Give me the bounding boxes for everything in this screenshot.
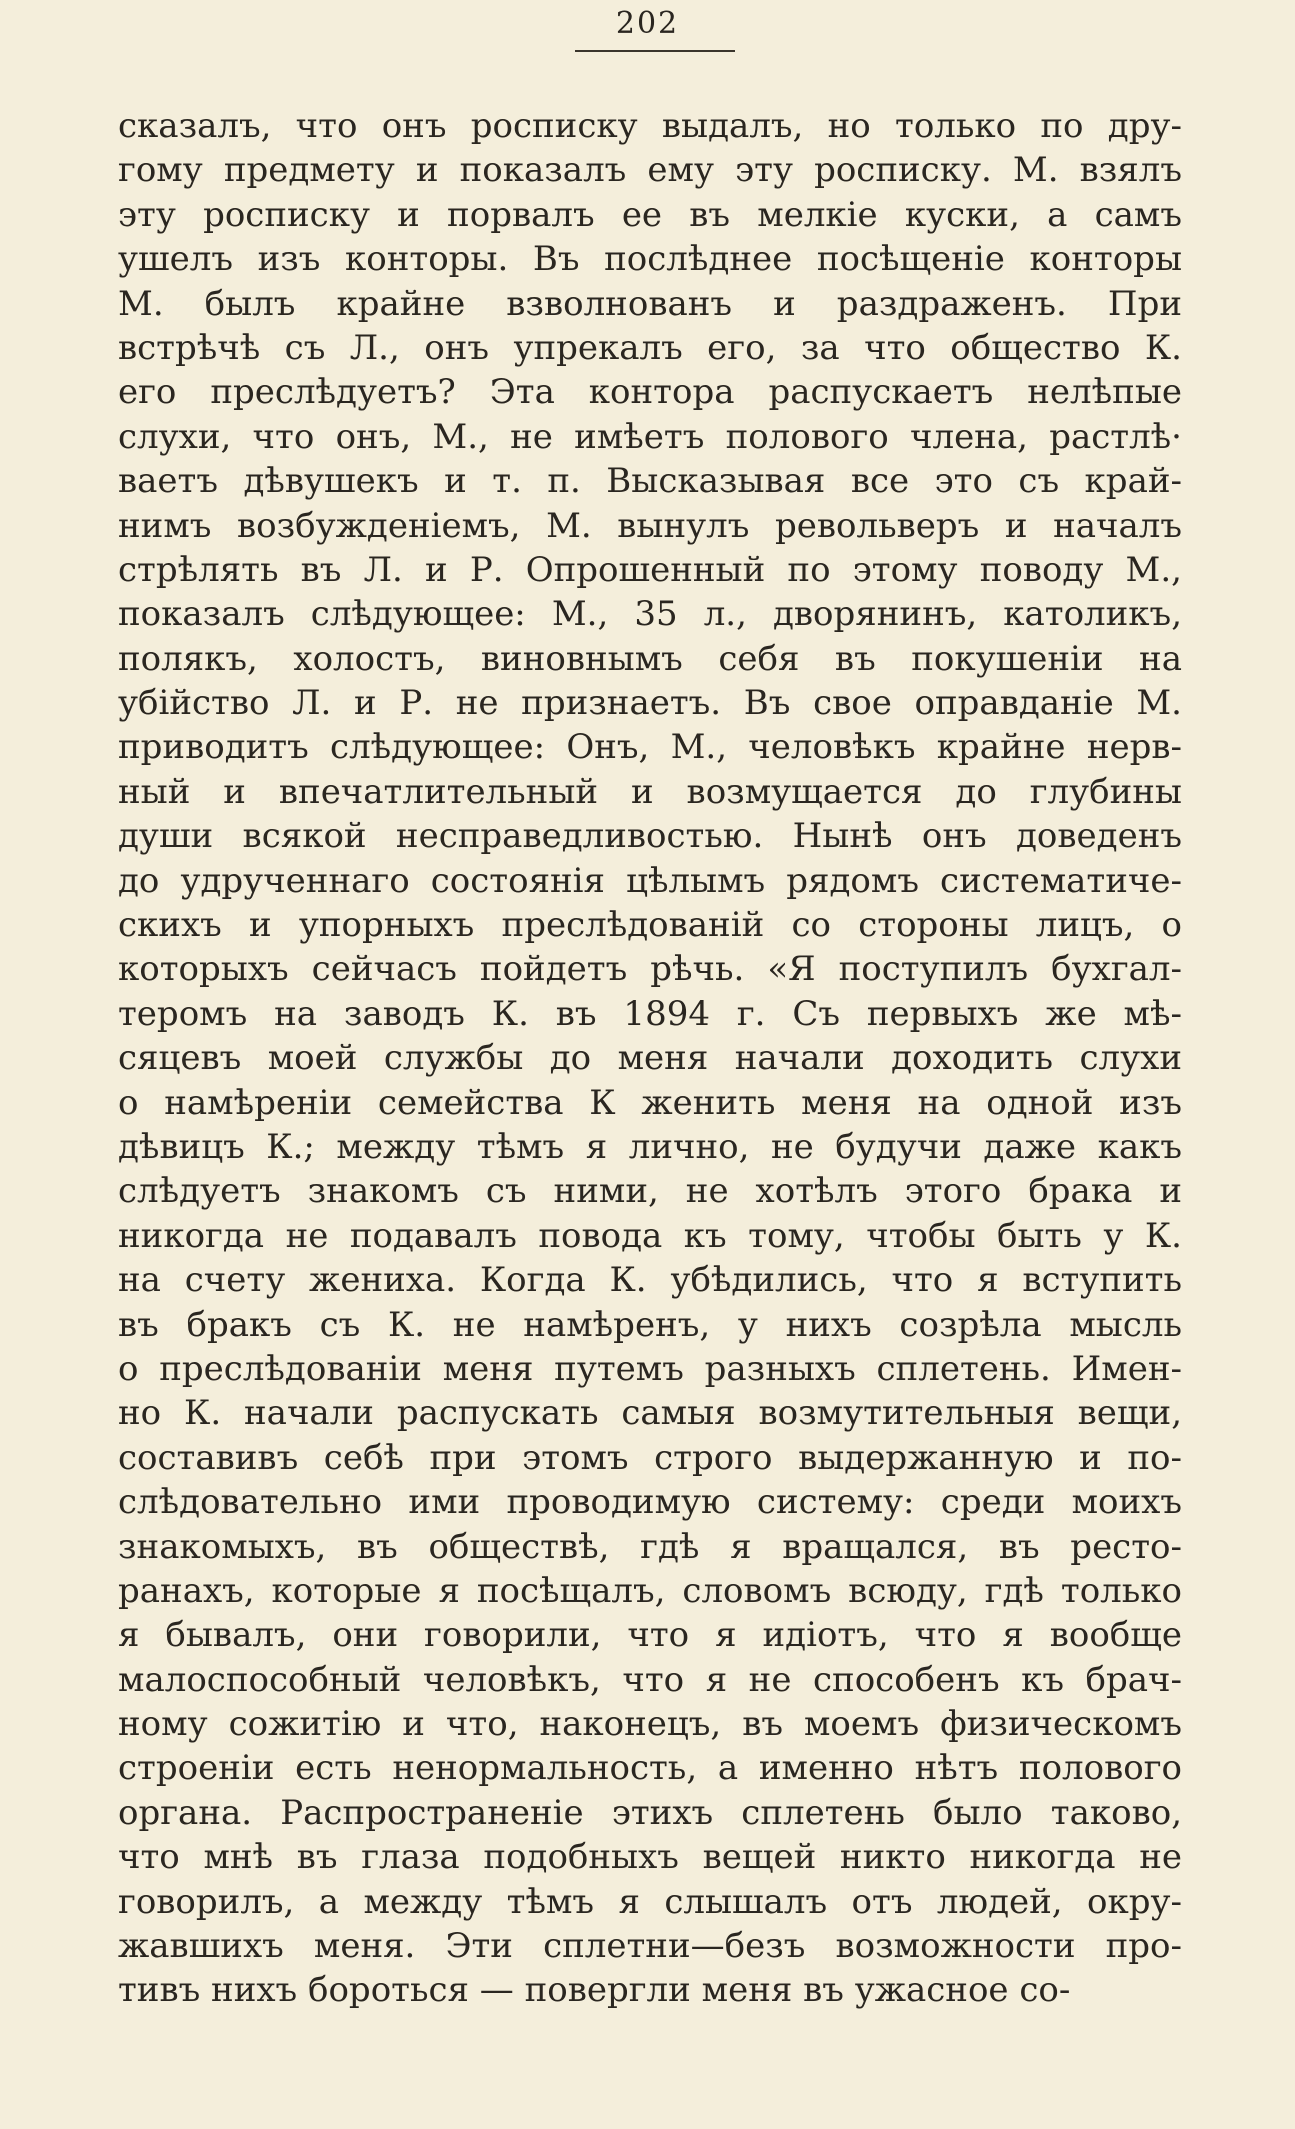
body-text	[118, 104, 1182, 2013]
text-line: жавшихъ меня. Эти сплетни—безъ возможности про-	[118, 1926, 1182, 1967]
text-line: встрѣчѣ съ Л., онъ упрекалъ его, за что общество К.	[118, 327, 1182, 368]
text-line: нимъ возбужденiемъ, М. вынулъ револьверъ и началъ	[118, 505, 1182, 546]
text-line: на счету жениха. Когда К. убѣдились, что я вступить	[118, 1260, 1182, 1301]
text-line: ваетъ дѣвушекъ и т. п. Высказывая все это съ край-	[118, 461, 1182, 502]
text-line: которыхъ сейчасъ пойдетъ рѣчь. «Я поступилъ бухгал-	[118, 949, 1182, 990]
text-line: я бывалъ, они говорили, что я идiотъ, что я вообще	[118, 1615, 1182, 1656]
text-line: малоспособный человѣкъ, что я не способенъ къ брач-	[118, 1659, 1182, 1700]
text-line: души всякой несправедливостью. Нынѣ онъ доведенъ	[118, 816, 1182, 857]
text-line: скихъ и упорныхъ преслѣдованiй со стороны лицъ, о	[118, 905, 1182, 946]
text-line: ушелъ изъ конторы. Въ послѣднее посѣщенiе конторы	[118, 239, 1182, 280]
text-line: о преслѣдованiи меня путемъ разныхъ сплетень. Имен-	[118, 1348, 1182, 1389]
text-line: органа. Распространенiе этихъ сплетень было таково,	[118, 1792, 1182, 1833]
text-line: эту росписку и порвалъ ее въ мелкiе куски, а самъ	[118, 194, 1182, 235]
text-line: но К. начали распускать самыя возмутительныя вещи,	[118, 1393, 1182, 1434]
text-line: дѣвицъ К.; между тѣмъ я лично, не будучи даже какъ	[118, 1126, 1182, 1167]
text-line: слѣдуетъ знакомъ съ ними, не хотѣлъ этого брака и	[118, 1171, 1182, 1212]
text-line: приводитъ слѣдующее: Онъ, М., человѣкъ крайне нерв-	[118, 727, 1182, 768]
text-line: знакомыхъ, въ обществѣ, гдѣ я вращался, въ ресто-	[118, 1526, 1182, 1567]
text-line: теромъ на заводъ К. въ 1894 г. Съ первыхъ же мѣ-	[118, 993, 1182, 1034]
page-number: 202	[615, 6, 680, 41]
page-header	[0, 0, 1295, 70]
text-line: до удрученнаго состоянiя цѣлымъ рядомъ систематиче-	[118, 860, 1182, 901]
header-rule	[575, 50, 735, 52]
text-line: ранахъ, которые я посѣщалъ, словомъ всюду, гдѣ только	[118, 1570, 1182, 1611]
text-line: составивъ себѣ при этомъ строго выдержанную и по-	[118, 1437, 1182, 1478]
text-line: строенiи есть ненормальность, а именно нѣтъ полового	[118, 1748, 1182, 1789]
text-line: слухи, что онъ, М., не имѣетъ полового члена, растлѣ·	[118, 416, 1182, 457]
text-line: о намѣренiи семейства К женить меня на одной изъ	[118, 1082, 1182, 1123]
text-line: слѣдовательно ими проводимую систему: среди моихъ	[118, 1482, 1182, 1523]
text-line: никогда не подавалъ повода къ тому, чтобы быть у К.	[118, 1215, 1182, 1256]
text-line: тивъ нихъ бороться — повергли меня въ ужасное со-	[118, 1970, 1071, 2011]
text-line: гому предмету и показалъ ему эту росписку. М. взялъ	[118, 150, 1182, 191]
text-line: сяцевъ моей службы до меня начали доходить слухи	[118, 1038, 1182, 1079]
text-line: ный и впечатлительный и возмущается до глубины	[118, 771, 1182, 812]
text-line: показалъ слѣдующее: М., 35 л., дворянинъ, католикъ,	[118, 594, 1182, 635]
text-line: говорилъ, а между тѣмъ я слышалъ отъ людей, окру-	[118, 1881, 1182, 1922]
text-line: что мнѣ въ глаза подобныхъ вещей никто никогда не	[118, 1837, 1182, 1878]
text-line: убiйство Л. и Р. не признаетъ. Въ свое оправданiе М.	[118, 683, 1182, 724]
text-line: М. былъ крайне взволнованъ и раздраженъ. При	[118, 283, 1182, 324]
text-line: сказалъ, что онъ росписку выдалъ, но только по дру-	[118, 106, 1182, 146]
text-line: полякъ, холостъ, виновнымъ себя въ покушенiи на	[118, 638, 1182, 679]
text-line: его преслѣдуетъ? Эта контора распускаетъ нелѣпые	[118, 372, 1182, 413]
text-line: стрѣлять въ Л. и Р. Опрошенный по этому поводу М.,	[118, 549, 1182, 590]
text-line: въ бракъ съ К. не намѣренъ, у нихъ созрѣла мысль	[118, 1304, 1182, 1345]
text-line: ному сожитiю и что, наконецъ, въ моемъ физическомъ	[118, 1704, 1182, 1745]
